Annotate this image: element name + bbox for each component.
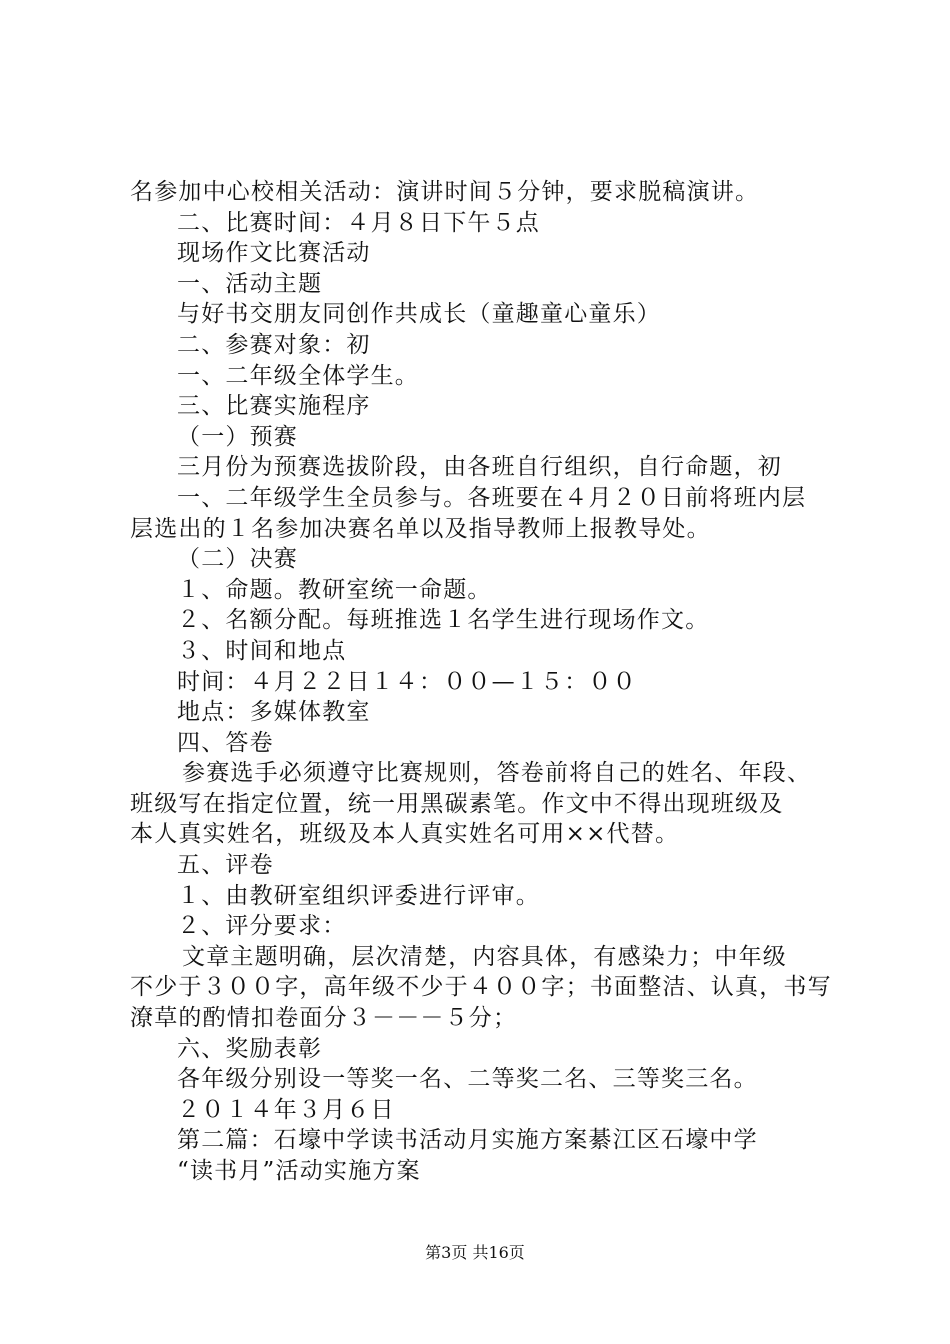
text-line: 文章主题明确，层次清楚，内容具体，有感染力；中年级	[182, 943, 787, 970]
document-body	[130, 177, 850, 1187]
page-number: 第3页 共16页	[425, 1243, 525, 1262]
list-item: １、由教研室组织评委进行评审。	[177, 882, 540, 909]
list-item: １、命题。教研室统一命题。	[177, 576, 492, 603]
list-item: ２、名额分配。每班推选１名学生进行现场作文。	[177, 607, 710, 634]
text-line: 各年级分别设一等奖一名、二等奖二名、三等奖三名。	[177, 1066, 758, 1093]
subsection-heading: （二）决赛	[177, 546, 298, 573]
section-heading: 三、比赛实施程序	[177, 393, 371, 420]
date-line: ２０１４年３月６日	[177, 1096, 395, 1123]
text-line: 一、二年级学生全员参与。各班要在４月２０日前将班内层	[177, 484, 807, 511]
text-line: 名参加中心校相关活动：演讲时间５分钟，要求脱稿演讲。	[130, 179, 760, 205]
section-heading: 五、评卷	[177, 852, 274, 879]
text-line: 一、二年级全体学生。	[177, 362, 419, 389]
section-title: 现场作文比赛活动	[177, 240, 371, 267]
text-line: 参赛选手必须遵守比赛规则，答卷前将自己的姓名、年段、	[182, 760, 812, 787]
text-line: 时间：４月２２日１４：００—１５：００	[177, 668, 637, 695]
chapter-title: 第二篇：石壕中学读书活动月实施方案綦江区石壕中学	[177, 1127, 758, 1154]
section-heading: 六、奖励表彰	[177, 1035, 323, 1062]
section-heading: 二、参赛对象：初	[177, 331, 371, 358]
text-line: 地点：多媒体教室	[177, 699, 371, 726]
text-line: 与好书交朋友同创作共成长（童趣童心童乐）	[177, 301, 661, 328]
text-line: 不少于３００字，高年级不少于４００字；书面整洁、认真，书写	[130, 974, 832, 1001]
text-line: 三月份为预赛选拔阶段，由各班自行组织，自行命题，初	[177, 454, 782, 481]
chapter-subtitle: “读书月”活动实施方案	[177, 1158, 421, 1184]
section-heading: 二、比赛时间：４月８日下午５点	[177, 209, 540, 236]
text-line: 潦草的酌情扣卷面分３－－－５分；	[130, 1005, 518, 1032]
list-item: ２、评分要求：	[177, 913, 347, 940]
subsection-heading: （一）预赛	[177, 423, 298, 450]
text-line: 层选出的１名参加决赛名单以及指导教师上报教导处。	[130, 515, 711, 542]
section-heading: 一、活动主题	[177, 270, 323, 297]
text-line: 班级写在指定位置，统一用黑碳素笔。作文中不得出现班级及	[130, 790, 784, 817]
text-line: 本人真实姓名，班级及本人真实姓名可用××代替。	[130, 821, 680, 848]
section-heading: 四、答卷	[177, 729, 274, 756]
list-item: ３、时间和地点	[177, 637, 347, 664]
